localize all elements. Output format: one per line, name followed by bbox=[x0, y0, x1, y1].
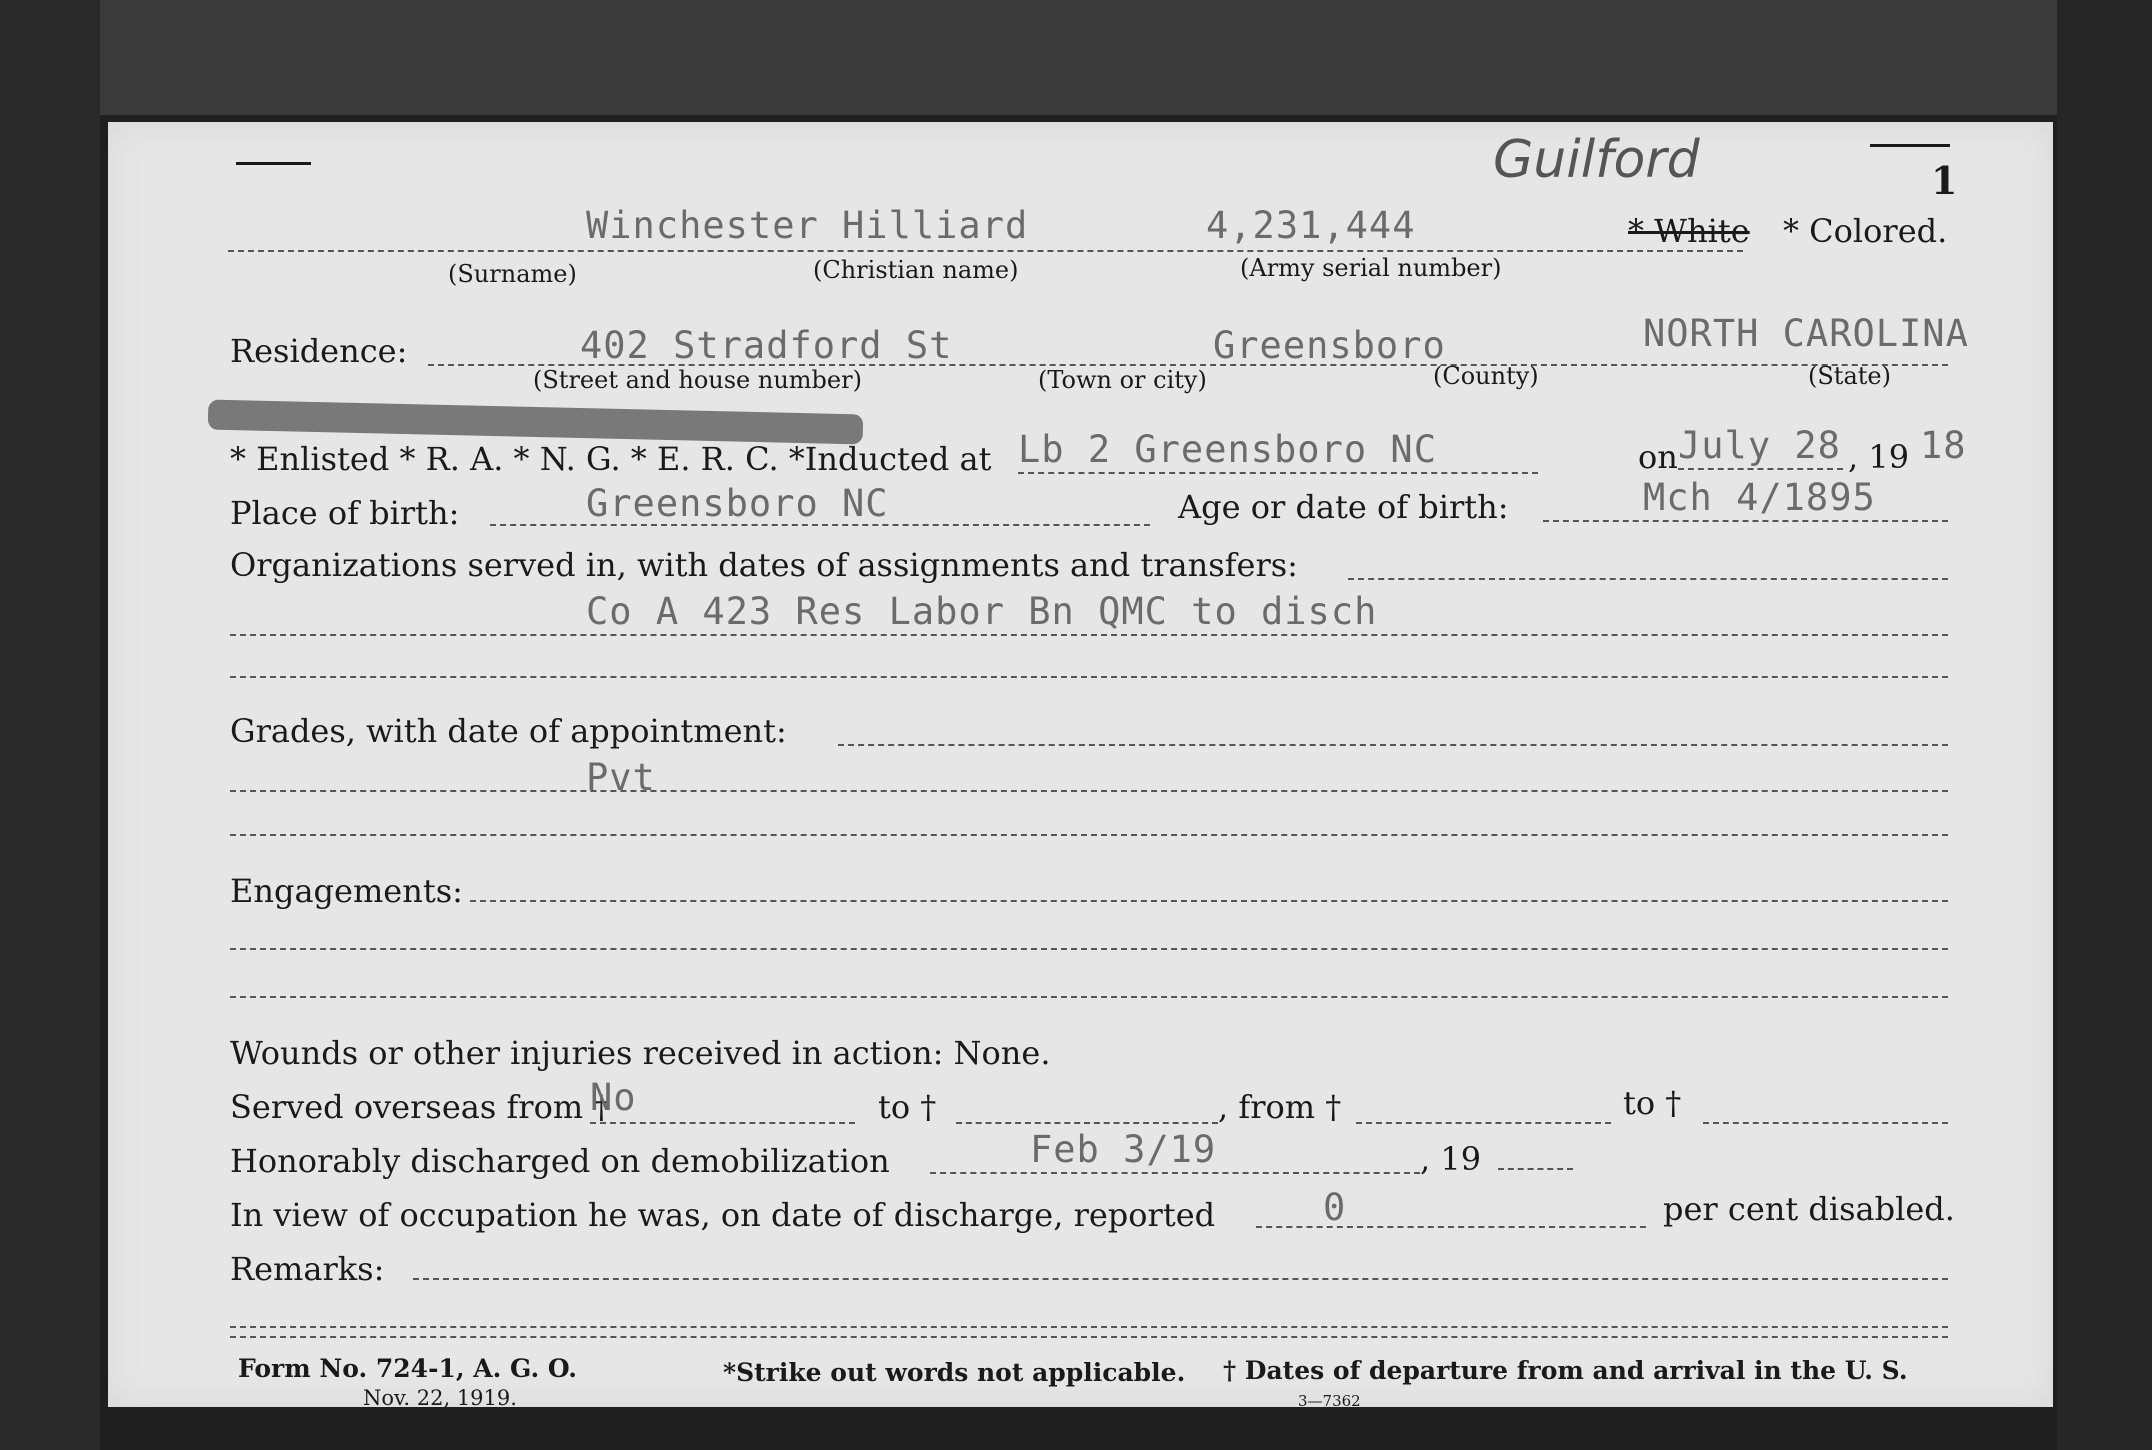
caption-state: (State) bbox=[1808, 362, 1891, 390]
race-white-struck: * White bbox=[1628, 212, 1750, 250]
remarks-line-2 bbox=[230, 1326, 1948, 1328]
form-number: Form No. 724-1, A. G. O. bbox=[238, 1354, 577, 1383]
scan-edge-left bbox=[0, 0, 100, 1450]
discharge-year-line bbox=[1498, 1168, 1573, 1170]
disability-label: In view of occupation he was, on date of discharge, reported bbox=[230, 1196, 1216, 1234]
residence-label: Residence: bbox=[230, 332, 408, 370]
overseas-value: No bbox=[590, 1076, 637, 1119]
card-number: 1 bbox=[1931, 158, 1958, 203]
caption-street: (Street and house number) bbox=[533, 366, 862, 394]
print-code: 3—7362 bbox=[1298, 1392, 1361, 1410]
grades-label: Grades, with date of appointment: bbox=[230, 712, 787, 750]
engagements-line-3 bbox=[230, 996, 1948, 998]
discharge-year-label: , 19 bbox=[1420, 1140, 1482, 1178]
engagements-line-1 bbox=[470, 900, 1948, 902]
grades-line-3 bbox=[230, 834, 1948, 836]
residence-town-value: Greensboro bbox=[1213, 324, 1446, 367]
birth-place-line bbox=[490, 524, 1150, 526]
remarks-line-1 bbox=[413, 1278, 1948, 1280]
induction-date-line bbox=[1678, 468, 1843, 470]
birth-place-label: Place of birth: bbox=[230, 494, 460, 532]
caption-town: (Town or city) bbox=[1038, 366, 1207, 394]
name-line bbox=[228, 250, 1743, 252]
remarks-label: Remarks: bbox=[230, 1250, 385, 1288]
birth-place-value: Greensboro NC bbox=[586, 482, 889, 525]
organizations-line-2 bbox=[230, 634, 1948, 636]
induction-date-value: July 28 bbox=[1678, 424, 1841, 467]
birth-date-line bbox=[1543, 520, 1948, 522]
on-label: on bbox=[1638, 438, 1678, 476]
disability-line bbox=[1256, 1226, 1646, 1228]
induction-place-value: Lb 2 Greensboro NC bbox=[1018, 428, 1437, 471]
form-date: Nov. 22, 1919. bbox=[363, 1386, 517, 1410]
corner-rule bbox=[236, 162, 311, 165]
discharge-date-value: Feb 3/19 bbox=[1030, 1128, 1217, 1171]
organizations-line-3 bbox=[230, 676, 1948, 678]
engagements-label: Engagements: bbox=[230, 872, 463, 910]
organizations-line-1 bbox=[1348, 578, 1948, 580]
residence-state-value: NORTH CAROLINA bbox=[1643, 312, 1969, 355]
serial-value: 4,231,444 bbox=[1206, 204, 1416, 247]
overseas-to-2: to † bbox=[1623, 1084, 1682, 1122]
birth-date-label: Age or date of birth: bbox=[1178, 488, 1509, 526]
caption-surname: (Surname) bbox=[448, 260, 577, 288]
ink-smear bbox=[208, 400, 864, 445]
grade-value: Pvt bbox=[586, 756, 656, 799]
engagements-line-2 bbox=[230, 948, 1948, 950]
overseas-label: Served overseas from † bbox=[230, 1088, 610, 1126]
discharge-line bbox=[930, 1172, 1420, 1174]
card-number-rule bbox=[1870, 144, 1950, 147]
overseas-line-2 bbox=[956, 1122, 1218, 1124]
county-annotation-handwritten: Guilford bbox=[1493, 130, 1700, 190]
induction-place-line bbox=[1018, 472, 1538, 474]
caption-county: (County) bbox=[1433, 362, 1539, 390]
scan-edge-top bbox=[100, 0, 2060, 115]
overseas-line-1 bbox=[590, 1122, 855, 1124]
service-record-card bbox=[108, 122, 2053, 1410]
overseas-line-3 bbox=[1356, 1122, 1611, 1124]
grades-line-1 bbox=[838, 744, 1948, 746]
race-colored: * Colored. bbox=[1783, 212, 1948, 250]
overseas-line-4 bbox=[1703, 1122, 1948, 1124]
overseas-from: , from † bbox=[1218, 1088, 1342, 1126]
overseas-to-1: to † bbox=[878, 1088, 937, 1126]
remarks-line-3 bbox=[230, 1336, 1948, 1338]
surname-value: Winchester Hilliard bbox=[586, 204, 1029, 247]
residence-street-value: 402 Stradford St bbox=[580, 324, 953, 367]
organizations-label: Organizations served in, with dates of assignments and transfers: bbox=[230, 546, 1298, 584]
grades-line-2 bbox=[230, 790, 1948, 792]
caption-army-serial: (Army serial number) bbox=[1240, 254, 1502, 282]
wounds-label: Wounds or other injuries received in action: None. bbox=[230, 1034, 1051, 1072]
organizations-value: Co A 423 Res Labor Bn QMC to disch bbox=[586, 590, 1378, 633]
induction-year-value: 18 bbox=[1920, 424, 1967, 467]
disability-value: 0 bbox=[1323, 1186, 1347, 1229]
caption-christian-name: (Christian name) bbox=[813, 256, 1019, 284]
footnote-strike: *Strike out words not applicable. bbox=[723, 1358, 1186, 1387]
footnote-dates: † Dates of departure from and arrival in the U. S. bbox=[1223, 1356, 1908, 1385]
discharge-label: Honorably discharged on demobilization bbox=[230, 1142, 890, 1180]
birth-date-value: Mch 4/1895 bbox=[1643, 476, 1876, 519]
disability-suffix: per cent disabled. bbox=[1663, 1190, 1955, 1228]
enlisted-label: * Enlisted * R. A. * N. G. * E. R. C. *Inducted at bbox=[230, 440, 992, 478]
scan-edge-right bbox=[2057, 0, 2152, 1450]
year-prefix: , 19 bbox=[1848, 438, 1910, 476]
